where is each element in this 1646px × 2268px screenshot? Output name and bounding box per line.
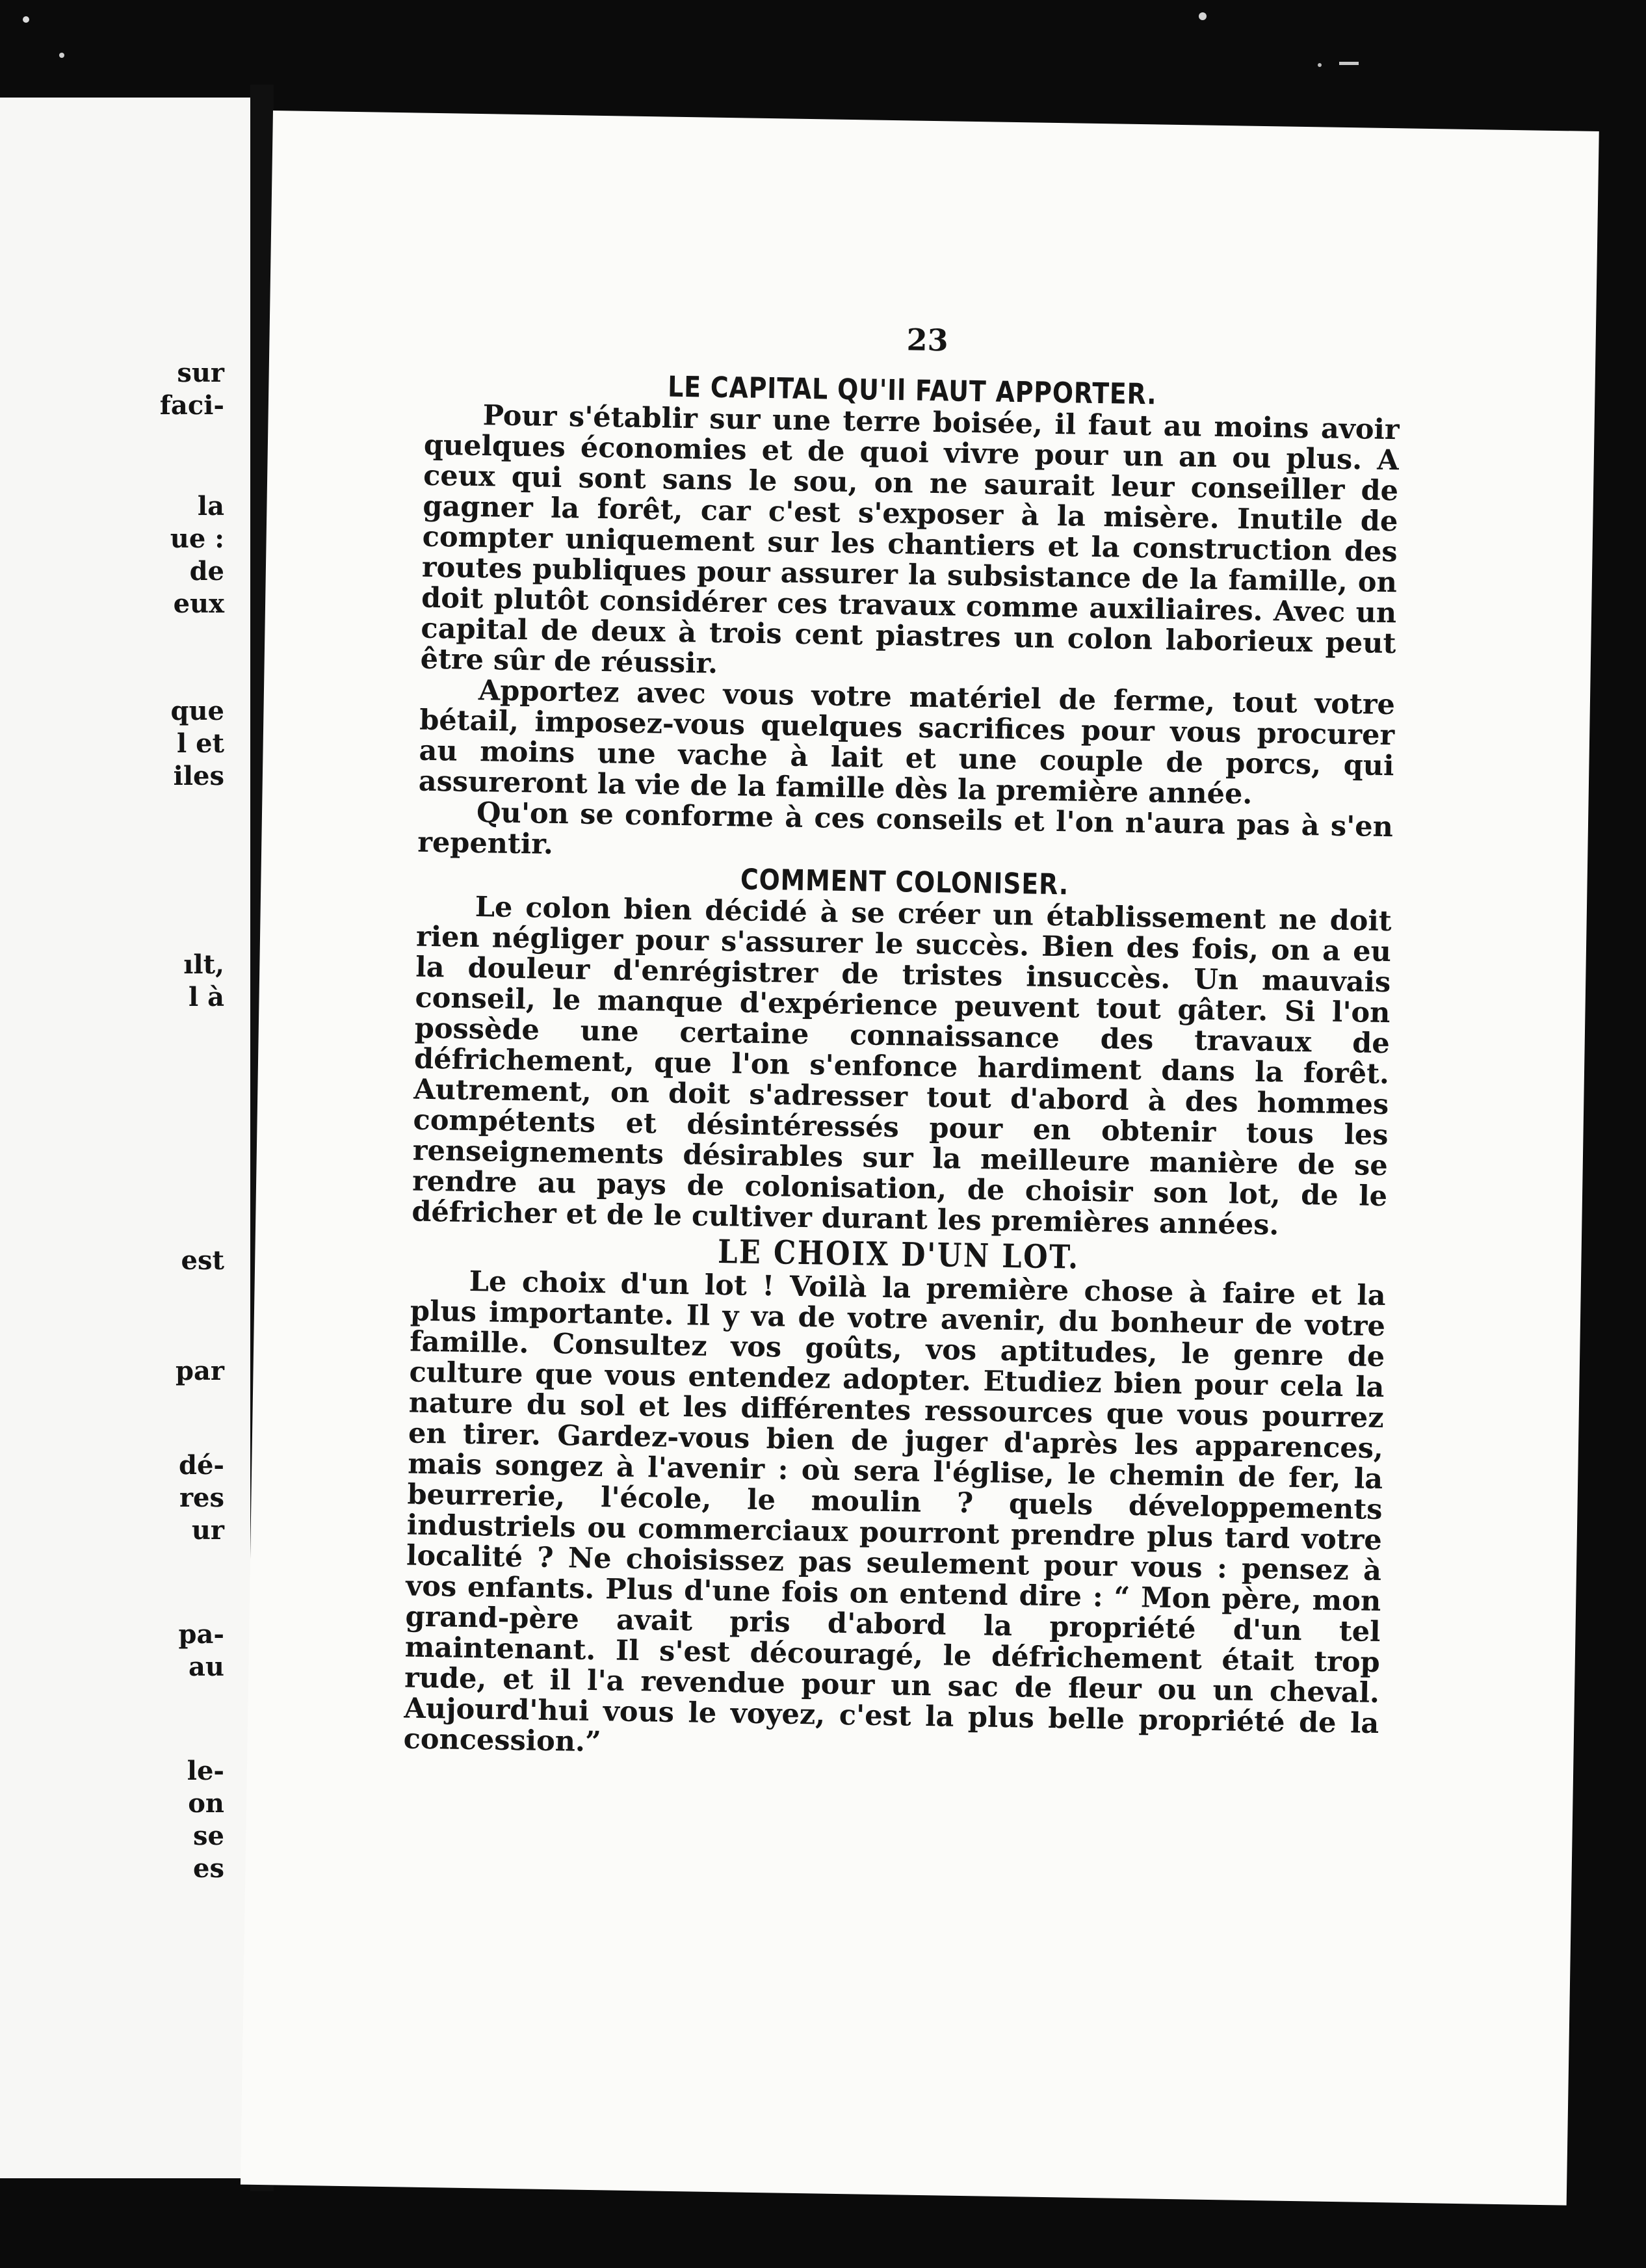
left-fragment: que <box>170 696 224 726</box>
left-fragment: eux <box>173 588 224 619</box>
paragraph: Qu'on se conforme à ces conseils et l'on n'aura pas à s'en repentir. <box>417 797 1394 861</box>
left-fragment: l et <box>176 728 224 759</box>
left-fragment: sur <box>177 358 224 388</box>
left-fragment: est <box>181 1245 224 1276</box>
left-fragment: se <box>193 1821 224 1851</box>
left-fragment: ue : <box>170 523 224 554</box>
left-fragment: par <box>176 1356 224 1386</box>
left-fragment: dé- <box>178 1450 224 1481</box>
section-heading-choix-lot: LE CHOIX D'UN LOT. <box>717 1232 1080 1276</box>
paragraph: Le choix d'un lot ! Voilà la première chose à faire et la plus importante. Il y va de votre avenir, du bonheur de votre famille. Consultez vos goûts, vos aptitudes, le genre de culture que vous entendez adopter. Etudiez bien pour cela la nature du sol et les différentes ressources que vous pourrez en tirer. Gardez-vous bien de juger d'après les apparences, mais songez à l'avenir : où sera l'église, le chemin de fer, la beurrerie, l'école, le moulin ? quels développements industriels ou commerciaux pourront prendre plus tard votre localité ? Ne choisissez pas seulement pour vous : pensez à vos enfants. Plus d'une fois on entend dire : “ Mon père, mon grand-père avait pris d'abord la propriété d'un tel maintenant. Il s'est découragé, le défrichement était trop rude, et il l'a revendue pour un sac de fleur ou un cheval. Aujourd'hui vous le voyez, c'est la plus belle propriété de la concession.” <box>403 1265 1386 1759</box>
left-fragment: pa- <box>178 1619 224 1650</box>
left-fragment: on <box>188 1788 224 1819</box>
left-fragment: au <box>189 1652 224 1682</box>
left-fragment: ur <box>191 1515 224 1546</box>
left-fragment: la <box>197 491 224 521</box>
paragraph: Apportez avec vous votre matériel de ferme, tout votre bétail, imposez-vous quelques sacrifices pour vous procurer au moins une vache à lait et une couple de porcs, qui assureront la vie de la famille dès la première année. <box>418 674 1396 811</box>
left-fragment: iles <box>173 761 224 791</box>
page-number: 23 <box>906 322 949 358</box>
section-heading-coloniser: COMMENT COLONISER. <box>740 863 1069 902</box>
paragraph: Le colon bien décidé à se créer un établissement ne doit rien négliger pour s'assurer le succès. Bien des fois, on a eu la douleur d'enrégistrer de tristes insuccès. Un mauvais conseil, le manque d'expérience peuvent tout gâter. Si l'on possède une certaine connaissance des travaux de défrichement, que l'on s'enfonce hardiment dans la forêt. Autrement, on doit s'adresser tout d'abord à des hommes compétents et désintéressés pour en obtenir tous les renseignements désirables sur la meilleure manière de se rendre au pays de colonisation, de choisir son lot, de le défricher et de le cultiver durant les premières années. <box>412 891 1392 1242</box>
left-fragment: ılt, <box>183 949 224 980</box>
left-fragment: le- <box>187 1756 224 1786</box>
left-fragment: es <box>193 1853 224 1884</box>
left-fragment: faci- <box>159 390 224 421</box>
section-heading-capital: LE CAPITAL QU'Il FAUT APPORTER. <box>667 370 1157 412</box>
paragraph: Pour s'établir sur une terre boisée, il faut au moins avoir quelques économies et de quoi vivre pour un an ou plus. A ceux qui sont sans le sou, on ne saurait leur conseiller de gagner la forêt, car c'est s'exposer à la misère. Inutile de compter uniquement sur les chantiers et la construction des routes publiques pour assurer la subsistance de la famille, on doit plutôt considérer ces travaux comme auxiliaires. Avec un capital de deux à trois cent piastres un colon laborieux peut être sûr de réussir. <box>420 399 1400 680</box>
left-fragment: res <box>179 1483 224 1513</box>
left-fragment: de <box>189 556 224 587</box>
left-fragment: l à <box>188 982 224 1012</box>
